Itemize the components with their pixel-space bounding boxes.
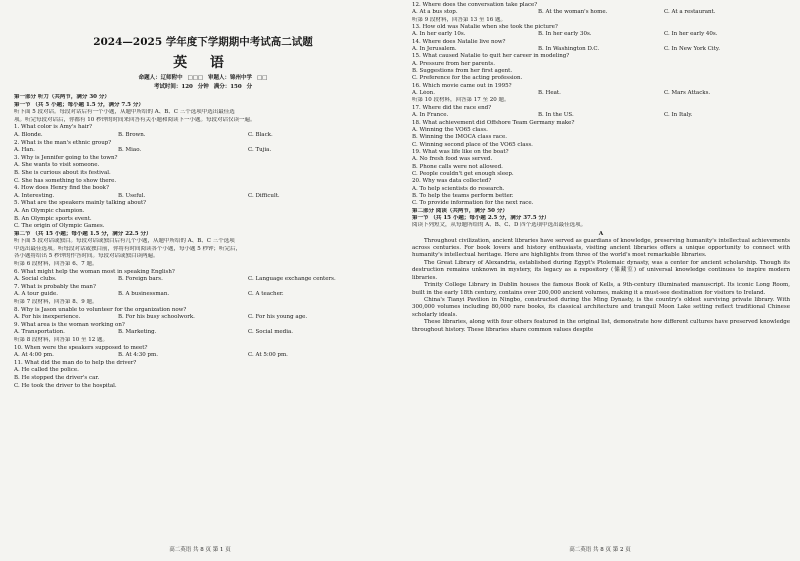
passage-paragraph: Trinity College Library in Dublin houses the famous Book of Kells, a 9th-century illuminated manuscript. Its iconic Long Room, built in the early 18th century, contains over 200,000 ancient volumes, making it a must-see destination for visitors to Ireland. <box>412 282 790 296</box>
text-line: 14. Where does Natalie live now? <box>412 38 506 45</box>
text-line: 19. What was life like on the boat? <box>412 148 509 155</box>
authors-line: 命题人：辽师附中 □□□ 审题人：锦州中学 □□ <box>138 75 268 81</box>
passage-paragraph: The Great Library of Alexandria, established during Egypt's Ptolemaic dynasty, was a center for ancient scholarship. Though its destruction remains unknown in mystery, its legacy as a repository (储藏室) of universal knowledge continues to inspire modern libraries. <box>412 259 790 281</box>
text-line: B. He stopped the driver's car. <box>14 374 100 381</box>
answer-option: B. In her early 30s. <box>538 31 592 38</box>
answer-option: A. In France. <box>412 112 449 119</box>
text-line: 18. What achievement did Offshore Team Germany make? <box>412 119 575 126</box>
text-line: B. Winning the IMOCA class race. <box>412 134 508 141</box>
subject-title: 英 语 <box>173 55 233 71</box>
text-line: 听第 8 段材料，回答第 10 至 12 题。 <box>14 337 108 343</box>
text-line: 听第 6 段材料，回答第 6、7 题。 <box>14 261 98 268</box>
text-line: 5. What are the speakers mainly talking about? <box>14 200 147 207</box>
text-line: B. To help the teams perform better. <box>412 192 514 199</box>
text-line: 阅读下列短文，从每题所给的 A、B、C、D 四个选项中选出最佳选项。 <box>412 222 587 229</box>
exam-info-line: 考试时间：120 分钟 满分：150 分 <box>153 84 253 90</box>
text-line: 中选出最佳选项。听每段对话或独白前，你将有时间阅读各个小题，每小题 5 秒钟；听完后， <box>14 245 241 252</box>
section-heading: 第二部分 阅读（共两节，满分 50 分） <box>412 207 508 214</box>
section-heading: 第二节 （共 15 小题；每小题 1.5 分，满分 22.5 分） <box>14 230 152 237</box>
text-line: C. Preference for the acting profession. <box>412 75 523 82</box>
text-line: B. She is curious about its festival. <box>14 169 111 176</box>
text-line: 12. Where does the conversation take place? <box>412 2 538 8</box>
answer-option: B. Useful. <box>118 192 146 199</box>
text-line: 13. How old was Natalie when she took the picture? <box>412 24 558 31</box>
answer-option: B. A businessman. <box>118 291 170 298</box>
text-line: A. He called the police. <box>14 367 79 374</box>
section-heading: 第一节 （共 5 小题；每小题 1.5 分，满分 7.5 分） <box>14 101 144 108</box>
answer-option: B. Marketing. <box>118 329 157 336</box>
text-line: A. No fresh food was served. <box>412 156 493 163</box>
passage-paragraph: These libraries, along with four others featured in the original list, demonstrate how different cultures have preserved knowledge throughout history. These libraries share common values despite <box>412 319 790 333</box>
text-line: 8. Why is Jason unable to volunteer for the organization now? <box>14 306 187 313</box>
text-line: 听下面 5 段对话或独白。每段对话或独白后有几个小题，从题中所给的 A、B、C 三个选项 <box>14 238 235 245</box>
text-line: C. He took the driver to the hospital. <box>14 382 117 389</box>
text-line: 1. What color is Amy's hair? <box>14 124 93 131</box>
text-line: 2. What is the man's ethnic group? <box>14 139 112 146</box>
answer-option: C. At 5:00 pm. <box>248 352 288 359</box>
answer-options <box>14 276 392 284</box>
answer-option: B. In the US. <box>538 112 574 119</box>
page-footer: 高二英语 共 8 页 第 1 页 <box>169 547 231 553</box>
answer-option: B. At the woman's home. <box>538 9 608 16</box>
text-line: 6. What might help the woman most in speaking English? <box>14 268 175 275</box>
answer-options <box>14 291 392 299</box>
listening-section-continued <box>412 2 790 230</box>
text-line: 15. What caused Natalie to quit her career in modeling? <box>412 53 570 60</box>
answer-option: A. In Jerusalem. <box>412 46 457 53</box>
text-line: A. She wants to visit someone. <box>14 162 100 169</box>
text-line: 听第 9 段材料，回答第 13 至 16 题。 <box>412 16 506 23</box>
answer-options <box>412 90 790 97</box>
answer-option: A. At a bus stop. <box>412 9 458 16</box>
answer-options <box>412 112 790 119</box>
answer-option: A. Han. <box>14 147 35 154</box>
answer-option: A. Transportation. <box>14 329 65 336</box>
answer-option: B. Brown. <box>118 131 146 138</box>
reading-passage <box>412 238 790 334</box>
answer-option: C. Mars Attacks. <box>664 90 711 97</box>
answer-option: B. Heat. <box>538 90 561 97</box>
passage-paragraph: China's Tianyi Pavilion in Ningbo, constructed during the Ming Dynasty, is the country's oldest surviving private library. With 300,000 volumes including 80,000 rare books, its classical architecture and tranquil Moon Lake setting reflect traditional Chinese scholarly ideals. <box>412 296 790 318</box>
answer-option: A. Blonde. <box>14 131 43 138</box>
text-line: 16. Which movie came out in 1995? <box>412 82 512 89</box>
section-heading: 第一部分 听力（共两节，满分 30 分） <box>14 94 110 100</box>
answer-option: C. For his young age. <box>248 314 308 321</box>
answer-option: C. In Italy. <box>664 112 693 119</box>
passage-paragraph: Throughout civilization, ancient libraries have served as guardians of knowledge, preserving humanity's intellectual achievements across centuries. For book lovers and history enthusiasts, visiting ancient libraries offers a unique opportunity to connect with humanity's intellectual heritage. Here are highlights from three of the world's most remarkable libraries. <box>412 237 790 259</box>
answer-option: C. Difficult. <box>248 192 280 199</box>
text-line: C. Winning second place of the VO65 class. <box>412 141 533 148</box>
answer-option: A. Social clubs. <box>14 276 57 283</box>
text-line: C. The origin of Olympic Games. <box>14 223 105 230</box>
answer-options <box>412 31 790 38</box>
text-line: 7. What is probably the man? <box>14 283 96 290</box>
answer-option: A. For his inexperience. <box>14 314 81 321</box>
text-line: B. Phone calls were not allowed. <box>412 163 503 170</box>
text-line: 20. Why was data collected? <box>412 178 492 185</box>
listening-section <box>14 94 392 390</box>
passage-title: A <box>598 230 604 237</box>
answer-options <box>14 147 392 155</box>
text-line: A. An Olympic champion. <box>14 207 85 214</box>
answer-option: B. In Washington D.C. <box>538 46 600 53</box>
text-line: A. To help scientists do research. <box>412 185 505 192</box>
answer-option: C. A teacher. <box>248 291 284 298</box>
answer-option: B. At 4:30 pm. <box>118 352 158 359</box>
text-line: 各小题将给出 5 秒钟的作答时间。每段对话或独白读两遍。 <box>14 253 159 260</box>
answer-option: C. In New York City. <box>664 46 720 53</box>
answer-option: C. Tujia. <box>248 147 272 154</box>
text-line: 4. How does Henry find the book? <box>14 185 109 192</box>
page-footer: 高二英语 共 8 页 第 2 页 <box>569 547 631 553</box>
answer-option: A. At 4:00 pm. <box>14 352 54 359</box>
text-line: C. To provide information for the next race. <box>412 200 534 207</box>
answer-option: C. Black. <box>248 131 273 138</box>
answer-option: B. Miao. <box>118 147 142 154</box>
answer-options <box>14 352 392 360</box>
text-line: A. Winning the VO65 class. <box>412 126 488 133</box>
text-line: 听第 7 段材料，回答第 8、9 题。 <box>14 299 98 306</box>
answer-options <box>14 314 392 322</box>
answer-option: B. For his busy schoolwork. <box>118 314 195 321</box>
answer-option: A. A tour guide. <box>14 291 58 298</box>
answer-option: B. Foreign bars. <box>118 276 163 283</box>
text-line: C. She has something to show there. <box>14 177 117 184</box>
exam-title: 2024—2025 学年度下学期期中考试高二试题 <box>93 36 313 48</box>
text-line: 3. Why is Jennifer going to the town? <box>14 154 118 161</box>
text-line: 10. When were the speakers supposed to meet? <box>14 344 148 351</box>
text-line: 11. What did the man do to help the driver? <box>14 359 137 366</box>
answer-option: C. Language exchange centers. <box>248 276 336 283</box>
text-line: 听下面 5 段对话。每段对话后有一个小题，从题中所给的 A、B、C 三个选项中选出最佳选 <box>14 109 235 116</box>
text-line: C. People couldn't get enough sleep. <box>412 170 514 177</box>
text-line: B. An Olympic sports event. <box>14 215 92 222</box>
answer-option: A. Léon. <box>412 90 435 97</box>
text-line: 听第 10 段材料，回答第 17 至 20 题。 <box>412 97 510 104</box>
answer-option: C. At a restaurant. <box>664 9 716 16</box>
text-line: 9. What area is the woman working on? <box>14 321 125 328</box>
text-line: A. Pressure from her parents. <box>412 60 495 67</box>
answer-options <box>412 46 790 53</box>
answer-option: A. Interesting. <box>14 192 55 199</box>
exam-page-2 <box>400 0 800 561</box>
answer-options <box>412 9 790 16</box>
text-line: 项。听完每段对话后，你都有 10 秒钟的时间来回答有关小题和阅读下一小题。每段对话仅读一遍。 <box>14 116 256 123</box>
section-heading: 第一节 （共 15 小题；每小题 2.5 分，满分 37.5 分） <box>412 214 550 221</box>
answer-options <box>14 193 392 201</box>
answer-option: C. In her early 40s. <box>664 31 718 38</box>
answer-options <box>14 132 392 140</box>
text-line: B. Suggestions from her first agent. <box>412 68 513 75</box>
answer-options <box>14 329 392 337</box>
answer-option: C. Social media. <box>248 329 293 336</box>
text-line: 17. Where did the race end? <box>412 104 492 111</box>
answer-option: A. In her early 10s. <box>412 31 466 38</box>
